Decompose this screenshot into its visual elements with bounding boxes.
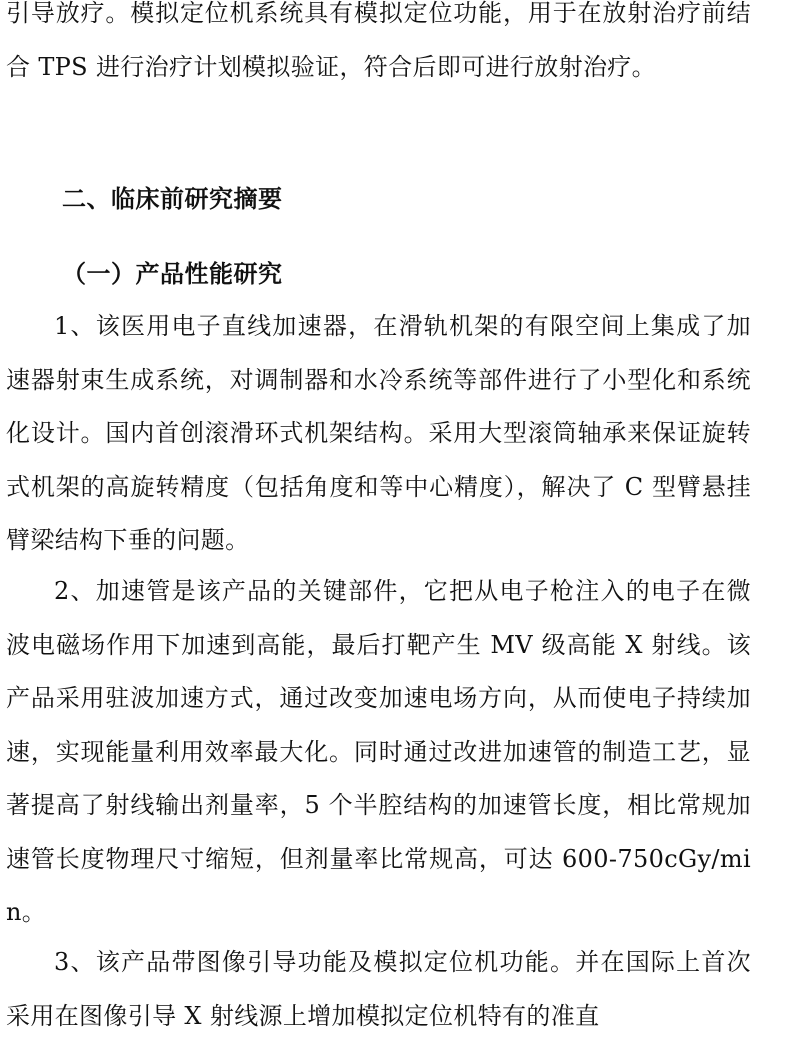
section-heading: 二、临床前研究摘要	[62, 185, 283, 213]
subsection-heading: （一）产品性能研究	[62, 260, 283, 288]
intro-paragraph: 引导放疗。模拟定位机系统具有模拟定位功能，用于在放射治疗前结合 TPS 进行治疗计划模拟验证，符合后即可进行放射治疗。	[6, 0, 751, 81]
performance-paragraph-2: 2、加速管是该产品的关键部件，它把从电子枪注入的电子在微波电磁场作用下加速到高能，最后打靶产生 MV 级高能 X 射线。该产品采用驻波加速方式，通过改变加速电场方向，从而使电子持续加速，实现能量利用效率最大化。同时通过改进加速管的制造工艺，显著提高了射线输出剂量率，5 个半腔结构的加速管长度，相比常规加速管长度物理尺寸缩短，但剂量率比常规高，可达 600-750cGy/min。	[6, 577, 751, 926]
performance-paragraph-3: 3、该产品带图像引导功能及模拟定位机功能。并在国际上首次采用在图像引导 X 射线源上增加模拟定位机特有的准直	[6, 948, 751, 1030]
performance-paragraph-1: 1、该医用电子直线加速器，在滑轨机架的有限空间上集成了加速器射束生成系统，对调制器和水冷系统等部件进行了小型化和系统化设计。国内首创滚滑环式机架结构。采用大型滚筒轴承来保证旋转式机架的高旋转精度（包括角度和等中心精度），解决了 C 型臂悬挂臂梁结构下垂的问题。	[6, 312, 751, 554]
